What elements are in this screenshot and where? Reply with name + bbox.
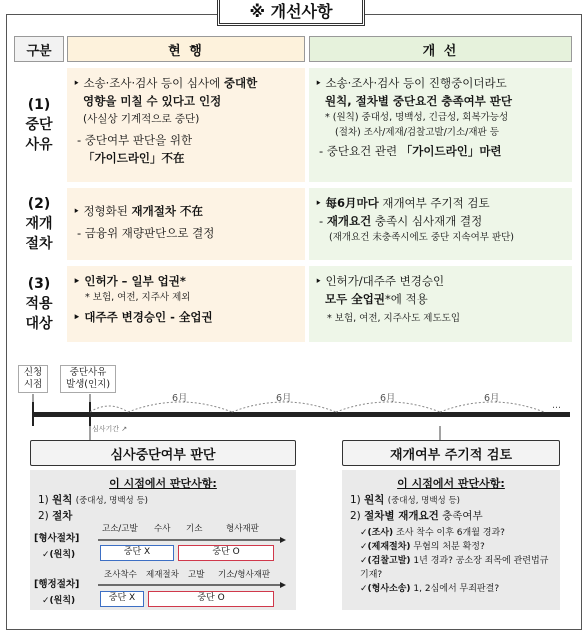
month-label-1: 6月: [172, 393, 188, 404]
row2-cat-line2: 절차: [25, 236, 53, 252]
row1-cat-line1: 중단: [25, 117, 53, 133]
page-title: ※ 개선사항: [217, 0, 365, 26]
criminal-tick-1: 고소/고발: [102, 524, 138, 534]
text-bold: 재개절차 不在: [131, 204, 203, 218]
text-bold: 「가이드라인」마련: [400, 144, 502, 158]
admin-tick-2: 제재절차: [146, 570, 179, 580]
check-tag: ✓(검찰고발): [360, 556, 411, 566]
num: 1): [38, 494, 49, 506]
header-current: 현 행: [67, 36, 305, 62]
text-bold: 모두 全업권: [325, 292, 385, 306]
month-label-4: 6月: [484, 393, 500, 404]
check-text: 1년 경과? 공소장 죄목에 관련법규 기재?: [360, 556, 549, 580]
check-item-1: [360, 526, 552, 540]
check-text: 조사 착수 이후 6개월 경과?: [396, 528, 505, 538]
check-tag: ✓(조사): [360, 528, 394, 538]
criminal-arrow: [280, 537, 286, 543]
row2-cat-num: (2): [27, 196, 51, 212]
text-bold: 每6月마다: [325, 196, 379, 210]
check-tag: ✓(형사소송): [360, 584, 411, 594]
text-bold: 절차별 재개요건: [364, 510, 439, 522]
header-category: 구분: [14, 36, 64, 62]
text: 「가이드라인」不在: [83, 151, 185, 165]
right-box-panel: [342, 470, 560, 610]
row3-cat-line1: 적용: [25, 296, 53, 312]
text: ‣ 소송·조사·검사 등이 진행중이더라도: [315, 76, 507, 90]
criminal-label: [형사절차]: [34, 533, 80, 544]
text: 재개여부 주기적 검토: [378, 196, 490, 210]
text: - 중단요건 관련: [319, 144, 401, 158]
apply-line2: 시점: [23, 379, 43, 390]
admin-arrow: [280, 582, 286, 588]
text: ‣ 인허가 – 일부 업권*: [73, 274, 186, 288]
text: - 중단여부 판단을 위한: [77, 133, 193, 147]
row3-cat-line2: 대상: [25, 316, 53, 332]
text-bold: 중대한: [223, 76, 258, 90]
check-text: 1, 2심에서 무죄판결?: [413, 584, 500, 594]
admin-suspend: 중단 O: [148, 591, 274, 607]
criminal-tick-4: 형사재판: [226, 524, 259, 534]
num: 2): [350, 510, 361, 522]
suspend-line1: 중단사유: [69, 367, 107, 378]
text: (절차) 조사/제재/검찰고발/기소/재판 등: [335, 127, 499, 138]
admin-label: [행정절차]: [34, 579, 80, 590]
criminal-suspend: 중단 O: [178, 545, 274, 561]
text: (재개요건 未충족시에도 중단 지속여부 판단): [329, 232, 515, 243]
left-panel-title: 이 시점에서 판단사항:: [109, 477, 217, 490]
text: * 보험, 여전, 지주사 제외: [85, 292, 191, 303]
text-bold: 재개요건: [326, 214, 372, 228]
month-label-3: 6月: [380, 393, 396, 404]
admin-tick-4: 기소/형사재판: [218, 570, 271, 580]
admin-no-suspend: 중단 X: [100, 591, 144, 607]
text: ‣ 정형화된: [73, 204, 132, 218]
text: - 금융위 재량판단으로 결정: [77, 226, 215, 240]
month-label-2: 6月: [276, 393, 292, 404]
text: ‣ 인허가/대주주 변경승인: [315, 274, 445, 288]
text: (사실상 기계적으로 중단): [83, 113, 200, 125]
text: 영향을 미칠 수 있다고 인정: [83, 94, 222, 108]
text: * (원칙) 중대성, 명백성, 긴급성, 회복가능성: [325, 112, 509, 123]
admin-tick-1: 조사착수: [104, 570, 137, 580]
num: 2): [38, 510, 49, 522]
text: ‣: [315, 196, 326, 210]
check-item-3: [360, 554, 552, 582]
check-tag: ✓(제재절차): [360, 542, 411, 552]
header-improvement: 개 선: [309, 36, 572, 62]
row1-cat-num: (1): [27, 97, 51, 113]
check-item-4: [360, 582, 552, 596]
criminal-no-suspend: 중단 X: [100, 545, 174, 561]
period-label: 심사기간 ↗: [92, 425, 128, 433]
criminal-principle: ✓(원칙): [42, 550, 76, 560]
text: *에 적용: [384, 292, 428, 306]
text: 원칙, 절차별 중단요건 충족여부 판단: [325, 94, 513, 108]
check-item-2: [360, 540, 552, 554]
check-text: 무혐의 처분 확정?: [413, 542, 485, 552]
text: * 보험, 여전, 지주사도 제도도입: [327, 313, 460, 324]
right-panel-title: 이 시점에서 판단사항:: [397, 477, 505, 490]
criminal-tick-3: 기소: [186, 524, 203, 534]
text-bold: 원칙: [52, 494, 73, 506]
row2-cat-line1: 재개: [25, 216, 53, 232]
text-bold: 절차: [52, 510, 73, 522]
left-box-title: 심사중단여부 판단: [30, 440, 296, 466]
num: 1): [350, 494, 361, 506]
row3-cat-num: (3): [27, 276, 51, 292]
text: -: [319, 214, 327, 228]
row1-cat-line2: 사유: [25, 137, 53, 153]
text-bold: 원칙: [364, 494, 385, 506]
text: 충족시 심사재개 결정: [371, 214, 483, 228]
right-box-title: 재개여부 주기적 검토: [342, 440, 560, 466]
text: (중대성, 명백성 등): [75, 496, 148, 506]
text: ‣ 소송·조사·검사 등이 심사에: [73, 76, 224, 90]
apply-line1: 신청: [23, 367, 43, 378]
admin-principle: ✓(원칙): [42, 596, 76, 606]
text: (중대성, 명백성 등): [387, 496, 460, 506]
text: ‣ 대주주 변경승인 - 全업권: [73, 310, 213, 324]
admin-tick-3: 고발: [188, 570, 205, 580]
criminal-tick-2: 수사: [154, 524, 171, 534]
text: 충족여부: [438, 510, 483, 522]
timeline-ellipsis: ...: [552, 400, 562, 411]
suspend-line2: 발생(인지): [65, 379, 111, 390]
